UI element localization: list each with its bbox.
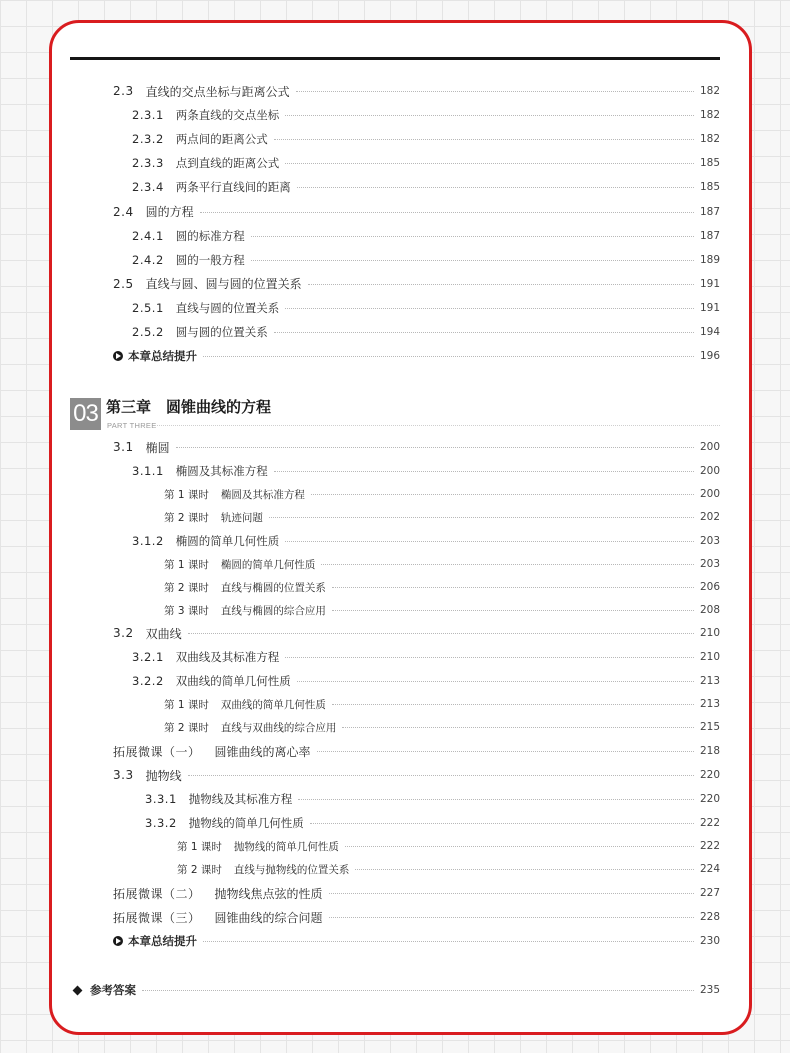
toc-entry[interactable] [0, 859, 720, 879]
toc-entry-page: 215 [699, 721, 720, 733]
toc-entry-page: 200 [699, 465, 720, 477]
toc-entry-page: 194 [699, 326, 720, 338]
toc-entry-title: 圆的标准方程 [175, 228, 245, 243]
toc-entry-page: 213 [699, 698, 720, 710]
dot-leader [285, 540, 694, 542]
toc-entry-number: 2.3.3 [132, 156, 164, 171]
toc-entry-title: 圆锥曲线的离心率 [214, 744, 311, 759]
toc-entry-page: 222 [699, 840, 720, 852]
dot-leader [142, 989, 694, 991]
toc-entry-page: 213 [699, 675, 720, 687]
toc-entry-title: 抛物线焦点弦的性质 [214, 886, 323, 901]
chapter-subtitle: PART THREE [107, 421, 157, 430]
toc-entry-title: 双曲线的简单几何性质 [175, 674, 291, 688]
toc-entry-number: 拓展微课（三） [113, 910, 201, 925]
toc-entry-title: 两条直线的交点坐标 [175, 108, 280, 123]
toc-entry-number: 拓展微课（二） [113, 886, 201, 901]
toc-entry[interactable] [0, 153, 720, 173]
toc-entry[interactable] [0, 531, 720, 551]
toc-entry-title: 双曲线及其标准方程 [175, 650, 280, 664]
toc-entry-page: 210 [699, 627, 720, 639]
toc-entry[interactable] [0, 623, 720, 643]
toc-entry-number: 3.3.1 [145, 792, 177, 806]
dot-leader [188, 774, 694, 776]
toc-entry-title: 圆锥曲线的综合问题 [214, 910, 323, 925]
dot-leader [321, 563, 694, 565]
toc-entry-number: 2.3.1 [132, 108, 164, 123]
toc-entry-page: 220 [699, 793, 720, 805]
toc-entry[interactable] [0, 177, 720, 197]
toc-entry-page: 227 [699, 887, 720, 899]
dot-leader [251, 235, 694, 237]
toc-entry[interactable] [0, 346, 720, 366]
toc-entry-number: 第 1 课时 [164, 698, 209, 711]
toc-entry-title: 圆的一般方程 [175, 252, 245, 267]
toc-entry[interactable] [0, 647, 720, 667]
dot-leader [308, 283, 694, 285]
toc-entry-title: 抛物线的简单几何性质 [233, 840, 339, 853]
dot-leader [329, 892, 694, 894]
toc-entry-page: 235 [699, 984, 720, 996]
dot-leader [285, 656, 694, 658]
toc-entry-page: 230 [699, 935, 720, 947]
dot-leader [317, 750, 694, 752]
dot-leader [200, 211, 694, 213]
dot-leader [285, 307, 694, 309]
chapter-title: 第三章 圆锥曲线的方程 [106, 398, 272, 416]
dot-leader [203, 940, 694, 942]
toc-entry-number: 2.5.2 [132, 325, 164, 339]
toc-entry-page: 182 [699, 109, 720, 122]
toc-entry-page: 182 [699, 133, 720, 146]
toc-entry-title: 椭圆的简单几何性质 [175, 534, 280, 548]
dot-leader [296, 90, 694, 92]
toc-entry[interactable] [0, 105, 720, 125]
toc-entry[interactable] [0, 907, 720, 927]
toc-entry-title: 两点间的距离公式 [175, 132, 268, 147]
header-rule [70, 57, 720, 60]
toc-entry[interactable] [0, 789, 720, 809]
toc-entry[interactable] [0, 322, 720, 342]
dot-leader [329, 916, 694, 918]
toc-entry-title: 圆的方程 [145, 205, 194, 219]
play-circle-icon [113, 351, 123, 361]
dot-leader [332, 703, 694, 705]
toc-entry[interactable] [0, 507, 720, 527]
chapter-divider [155, 425, 720, 426]
toc-entry[interactable] [0, 461, 720, 481]
toc-entry-page: 187 [699, 205, 720, 218]
toc-entry-page: 224 [699, 863, 720, 875]
toc-entry-number: 2.5 [113, 276, 134, 291]
toc-entry-title: 抛物线的简单几何性质 [188, 816, 304, 830]
dot-leader [188, 632, 694, 634]
toc-entry-number: 3.1 [113, 440, 134, 454]
toc-entry-number: 第 3 课时 [164, 604, 209, 617]
toc-entry-title: 椭圆 [145, 440, 170, 455]
toc-entry-title: 双曲线 [145, 626, 182, 641]
diamond-icon [73, 985, 83, 995]
toc-entry-page: 203 [699, 558, 720, 570]
toc-entry-page: 222 [699, 817, 720, 829]
toc-entry-page: 202 [699, 511, 720, 523]
dot-leader [345, 845, 694, 847]
toc-entry-page: 182 [699, 85, 720, 97]
toc-entry[interactable] [0, 129, 720, 149]
toc-entry[interactable] [0, 671, 720, 691]
toc-entry[interactable] [0, 813, 720, 833]
toc-entry-number: 3.1.2 [132, 534, 164, 548]
toc-entry-title: 圆与圆的位置关系 [175, 325, 268, 339]
toc-entry[interactable] [0, 202, 720, 222]
toc-entry-page: 208 [699, 604, 720, 616]
toc-entry[interactable] [0, 931, 720, 951]
toc-entry-page: 189 [699, 253, 720, 266]
toc-entry[interactable] [0, 554, 720, 574]
toc-entry[interactable] [0, 883, 720, 903]
toc-entry[interactable] [0, 437, 720, 457]
toc-entry-number: 3.3 [113, 768, 134, 782]
toc-entry-title: 本章总结提升 [128, 349, 197, 364]
toc-entry-page: 228 [699, 911, 720, 923]
toc-entry[interactable] [0, 577, 720, 597]
toc-entry-page: 210 [699, 651, 720, 663]
toc-entry[interactable] [0, 765, 720, 785]
toc-entry[interactable] [0, 717, 720, 737]
toc-entry[interactable] [0, 741, 720, 761]
toc-entry-page: 185 [699, 181, 720, 194]
dot-leader [285, 162, 694, 164]
toc-entry-title: 椭圆及其标准方程 [220, 488, 305, 501]
toc-entry-number: 第 2 课时 [164, 721, 209, 734]
chapter-number-badge: 03 [70, 398, 101, 430]
toc-entry-number: 拓展微课（一） [113, 744, 201, 759]
dot-leader [176, 446, 694, 448]
toc-entry-number: 3.2 [113, 626, 134, 640]
toc-entry-number: 第 2 课时 [164, 511, 209, 524]
toc-entry-page: 191 [699, 277, 720, 290]
toc-entry-title: 抛物线 [145, 768, 182, 783]
toc-entry-title: 参考答案 [90, 983, 136, 997]
toc-entry-number: 第 2 课时 [164, 581, 209, 594]
toc-entry[interactable] [0, 250, 720, 270]
toc-entry-title: 抛物线及其标准方程 [188, 792, 293, 806]
toc-entry[interactable] [0, 298, 720, 318]
toc-entry-title: 轨迹问题 [220, 511, 263, 524]
play-circle-icon [113, 936, 123, 946]
toc-entry-number: 2.4 [113, 204, 134, 219]
toc-entry-page: 218 [699, 745, 720, 757]
toc-entry[interactable] [0, 484, 720, 504]
dot-leader [274, 331, 694, 333]
dot-leader [311, 493, 694, 495]
toc-entry-number: 2.4.1 [132, 228, 164, 243]
toc-entry-number: 3.2.2 [132, 674, 164, 688]
toc-entry-title: 直线的交点坐标与距离公式 [145, 84, 290, 99]
toc-entry-title: 点到直线的距离公式 [175, 156, 280, 171]
toc-entry-title: 椭圆及其标准方程 [175, 464, 268, 478]
toc-entry-answers[interactable] [0, 980, 720, 1000]
dot-leader [274, 138, 694, 140]
toc-entry-title: 两条平行直线间的距离 [175, 180, 291, 195]
dot-leader [332, 609, 694, 611]
dot-leader [355, 868, 694, 870]
toc-entry[interactable] [0, 81, 720, 101]
dot-leader [285, 114, 694, 116]
toc-entry-number: 2.4.2 [132, 252, 164, 267]
toc-entry-number: 2.3.4 [132, 180, 164, 195]
toc-entry-title: 椭圆的简单几何性质 [220, 558, 316, 571]
dot-leader [251, 259, 694, 261]
toc-entry-title: 直线与圆、圆与圆的位置关系 [145, 277, 302, 292]
toc-entry[interactable] [0, 226, 720, 246]
toc-entry-number: 第 1 课时 [177, 840, 222, 853]
toc-entry[interactable] [0, 274, 720, 294]
toc-entry-number: 第 1 课时 [164, 488, 209, 501]
dot-leader [310, 822, 694, 824]
toc-entry-page: 196 [699, 350, 720, 363]
toc-entry-number: 2.5.1 [132, 300, 164, 315]
toc-entry-page: 206 [699, 581, 720, 593]
dot-leader [297, 186, 694, 188]
toc-entry-number: 第 1 课时 [164, 558, 209, 571]
toc-entry-page: 203 [699, 535, 720, 547]
dot-leader [269, 516, 694, 518]
toc-entry-page: 191 [699, 301, 720, 314]
dot-leader [274, 470, 694, 472]
toc-entry-number: 3.3.2 [145, 816, 177, 830]
dot-leader [332, 586, 694, 588]
toc-entry-title: 本章总结提升 [128, 934, 197, 948]
toc-entry-page: 200 [699, 488, 720, 500]
toc-entry-title: 双曲线的简单几何性质 [220, 698, 326, 711]
toc-entry-page: 185 [699, 157, 720, 170]
toc-entry-title: 直线与圆的位置关系 [175, 300, 280, 315]
dot-leader [342, 726, 694, 728]
toc-entry-number: 3.1.1 [132, 464, 164, 478]
toc-entry[interactable] [0, 694, 720, 714]
toc-entry-title: 直线与双曲线的综合应用 [220, 721, 337, 734]
toc-entry-number: 2.3.2 [132, 132, 164, 147]
dot-leader [298, 798, 694, 800]
toc-entry[interactable] [0, 836, 720, 856]
toc-entry-number: 2.3 [113, 84, 134, 98]
dot-leader [297, 680, 694, 682]
dot-leader [203, 355, 694, 357]
toc-entry-number: 第 2 课时 [177, 863, 222, 876]
toc-entry-title: 直线与椭圆的综合应用 [220, 604, 326, 617]
toc-entry-page: 187 [699, 229, 720, 242]
toc-entry[interactable] [0, 600, 720, 620]
toc-entry-page: 200 [699, 441, 720, 453]
toc-entry-page: 220 [699, 769, 720, 781]
toc-entry-title: 直线与抛物线的位置关系 [233, 863, 350, 876]
toc-entry-title: 直线与椭圆的位置关系 [220, 581, 326, 594]
toc-entry-number: 3.2.1 [132, 650, 164, 664]
